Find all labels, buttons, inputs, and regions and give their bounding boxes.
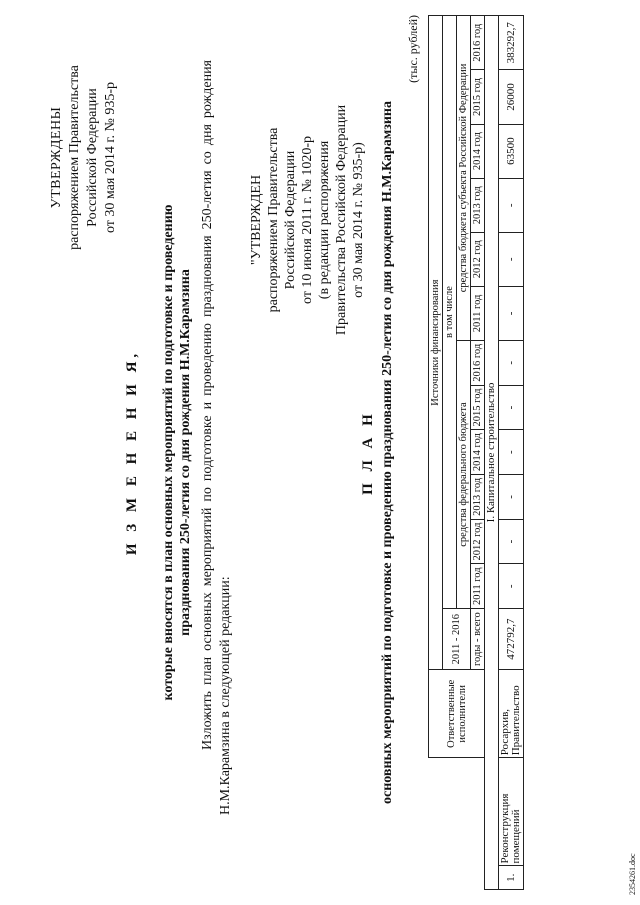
plan-subtitle: основных мероприятий по подготовке и проведению празднования 250-летия со дня рождения Н.М.Карамзина bbox=[380, 101, 395, 805]
quote-line: Российской Федерации bbox=[283, 150, 298, 290]
year-cell: 2011 год bbox=[471, 564, 485, 609]
document-code: 2354261.doc bbox=[628, 853, 637, 895]
federal-cell: - bbox=[499, 430, 524, 475]
header-in-that: в том числе bbox=[443, 16, 457, 609]
header-total-label: годы - всего bbox=[471, 609, 485, 670]
regional-cell: 383292,7 bbox=[499, 16, 524, 70]
approval-heading: УТВЕРЖДЕНЫ bbox=[49, 106, 64, 209]
year-cell: 2015 год bbox=[471, 70, 485, 124]
changes-subtitle bbox=[160, 80, 194, 825]
quote-line: Правительства Российской Федерации bbox=[334, 104, 349, 336]
regional-cell: - bbox=[499, 178, 524, 232]
year-cell: 2016 год bbox=[471, 16, 485, 70]
header-row bbox=[429, 16, 443, 890]
header-sources: Источники финансирования bbox=[429, 16, 443, 670]
units-note: (тыс. рублей) bbox=[406, 15, 420, 83]
year-cell: 2014 год bbox=[471, 124, 485, 178]
federal-cell: - bbox=[499, 475, 524, 520]
changes-title: И З М Е Н Е Н И Я, bbox=[124, 349, 140, 556]
regional-cell: - bbox=[499, 286, 524, 340]
section-title: I. Капитальное строительство bbox=[485, 16, 499, 890]
year-cell: 2012 год bbox=[471, 519, 485, 564]
approved-quote-block bbox=[248, 75, 367, 365]
year-cell: 2014 год bbox=[471, 430, 485, 475]
federal-cell: - bbox=[499, 519, 524, 564]
row-name: Реконструкция помещений bbox=[499, 758, 524, 866]
row-total: 472792,7 bbox=[499, 609, 524, 670]
approval-line: распоряжением Правительства bbox=[67, 65, 82, 250]
approval-line: Российской Федерации bbox=[85, 88, 100, 227]
header-federal: средства федерального бюджета bbox=[457, 340, 471, 608]
row-number: 1. bbox=[499, 866, 524, 890]
federal-cell: - bbox=[499, 564, 524, 609]
intro-paragraph-line: Н.М.Карамзина в следующей редакции: bbox=[218, 576, 233, 815]
regional-cell: 63500 bbox=[499, 124, 524, 178]
year-cell: 2012 год bbox=[471, 232, 485, 286]
header-blank bbox=[429, 866, 485, 890]
year-cell: 2013 год bbox=[471, 178, 485, 232]
intro-paragraph-line: Изложить план основных мероприятий по подготовке и проведению празднования 250-летия со дня рождения bbox=[200, 60, 215, 750]
quote-line: (в редакции распоряжения bbox=[317, 140, 332, 300]
quote-line: распоряжением Правительства bbox=[266, 127, 281, 313]
regional-cell: - bbox=[499, 232, 524, 286]
header-regional: средства бюджета субъекта Российской Федерации bbox=[457, 16, 471, 341]
header-total-years: 2011 - 2016 bbox=[443, 609, 471, 670]
financing-table bbox=[428, 15, 524, 890]
row-executors: Росархив, Правительство bbox=[499, 670, 524, 758]
year-cell: 2013 год bbox=[471, 475, 485, 520]
year-cell: 2016 год bbox=[471, 340, 485, 385]
federal-cell: - bbox=[499, 385, 524, 430]
federal-cell: - bbox=[499, 340, 524, 385]
year-cell: 2015 год bbox=[471, 385, 485, 430]
header-executors: Ответственные исполнители bbox=[429, 670, 485, 758]
header-blank bbox=[429, 758, 485, 866]
changes-subtitle-line: которые вносятся в план основных мероприятий по подготовке и проведению bbox=[161, 204, 176, 701]
section-row bbox=[485, 16, 499, 890]
quote-line: от 10 июня 2011 г. № 1020-р bbox=[300, 136, 315, 304]
quote-heading: "УТВЕРЖДЕН bbox=[249, 174, 264, 266]
approval-line: от 30 мая 2014 г. № 935-р bbox=[103, 81, 118, 234]
approval-stamp bbox=[48, 40, 120, 275]
year-cell: 2011 год bbox=[471, 286, 485, 340]
table-row bbox=[499, 16, 524, 890]
changes-subtitle-line: празднования 250-летия со дня рождения Н.М.Карамзина bbox=[178, 269, 193, 636]
quote-line: от 30 мая 2014 г. № 935-р) bbox=[351, 142, 366, 298]
regional-cell: 26000 bbox=[499, 70, 524, 124]
plan-title: П Л А Н bbox=[360, 410, 376, 495]
